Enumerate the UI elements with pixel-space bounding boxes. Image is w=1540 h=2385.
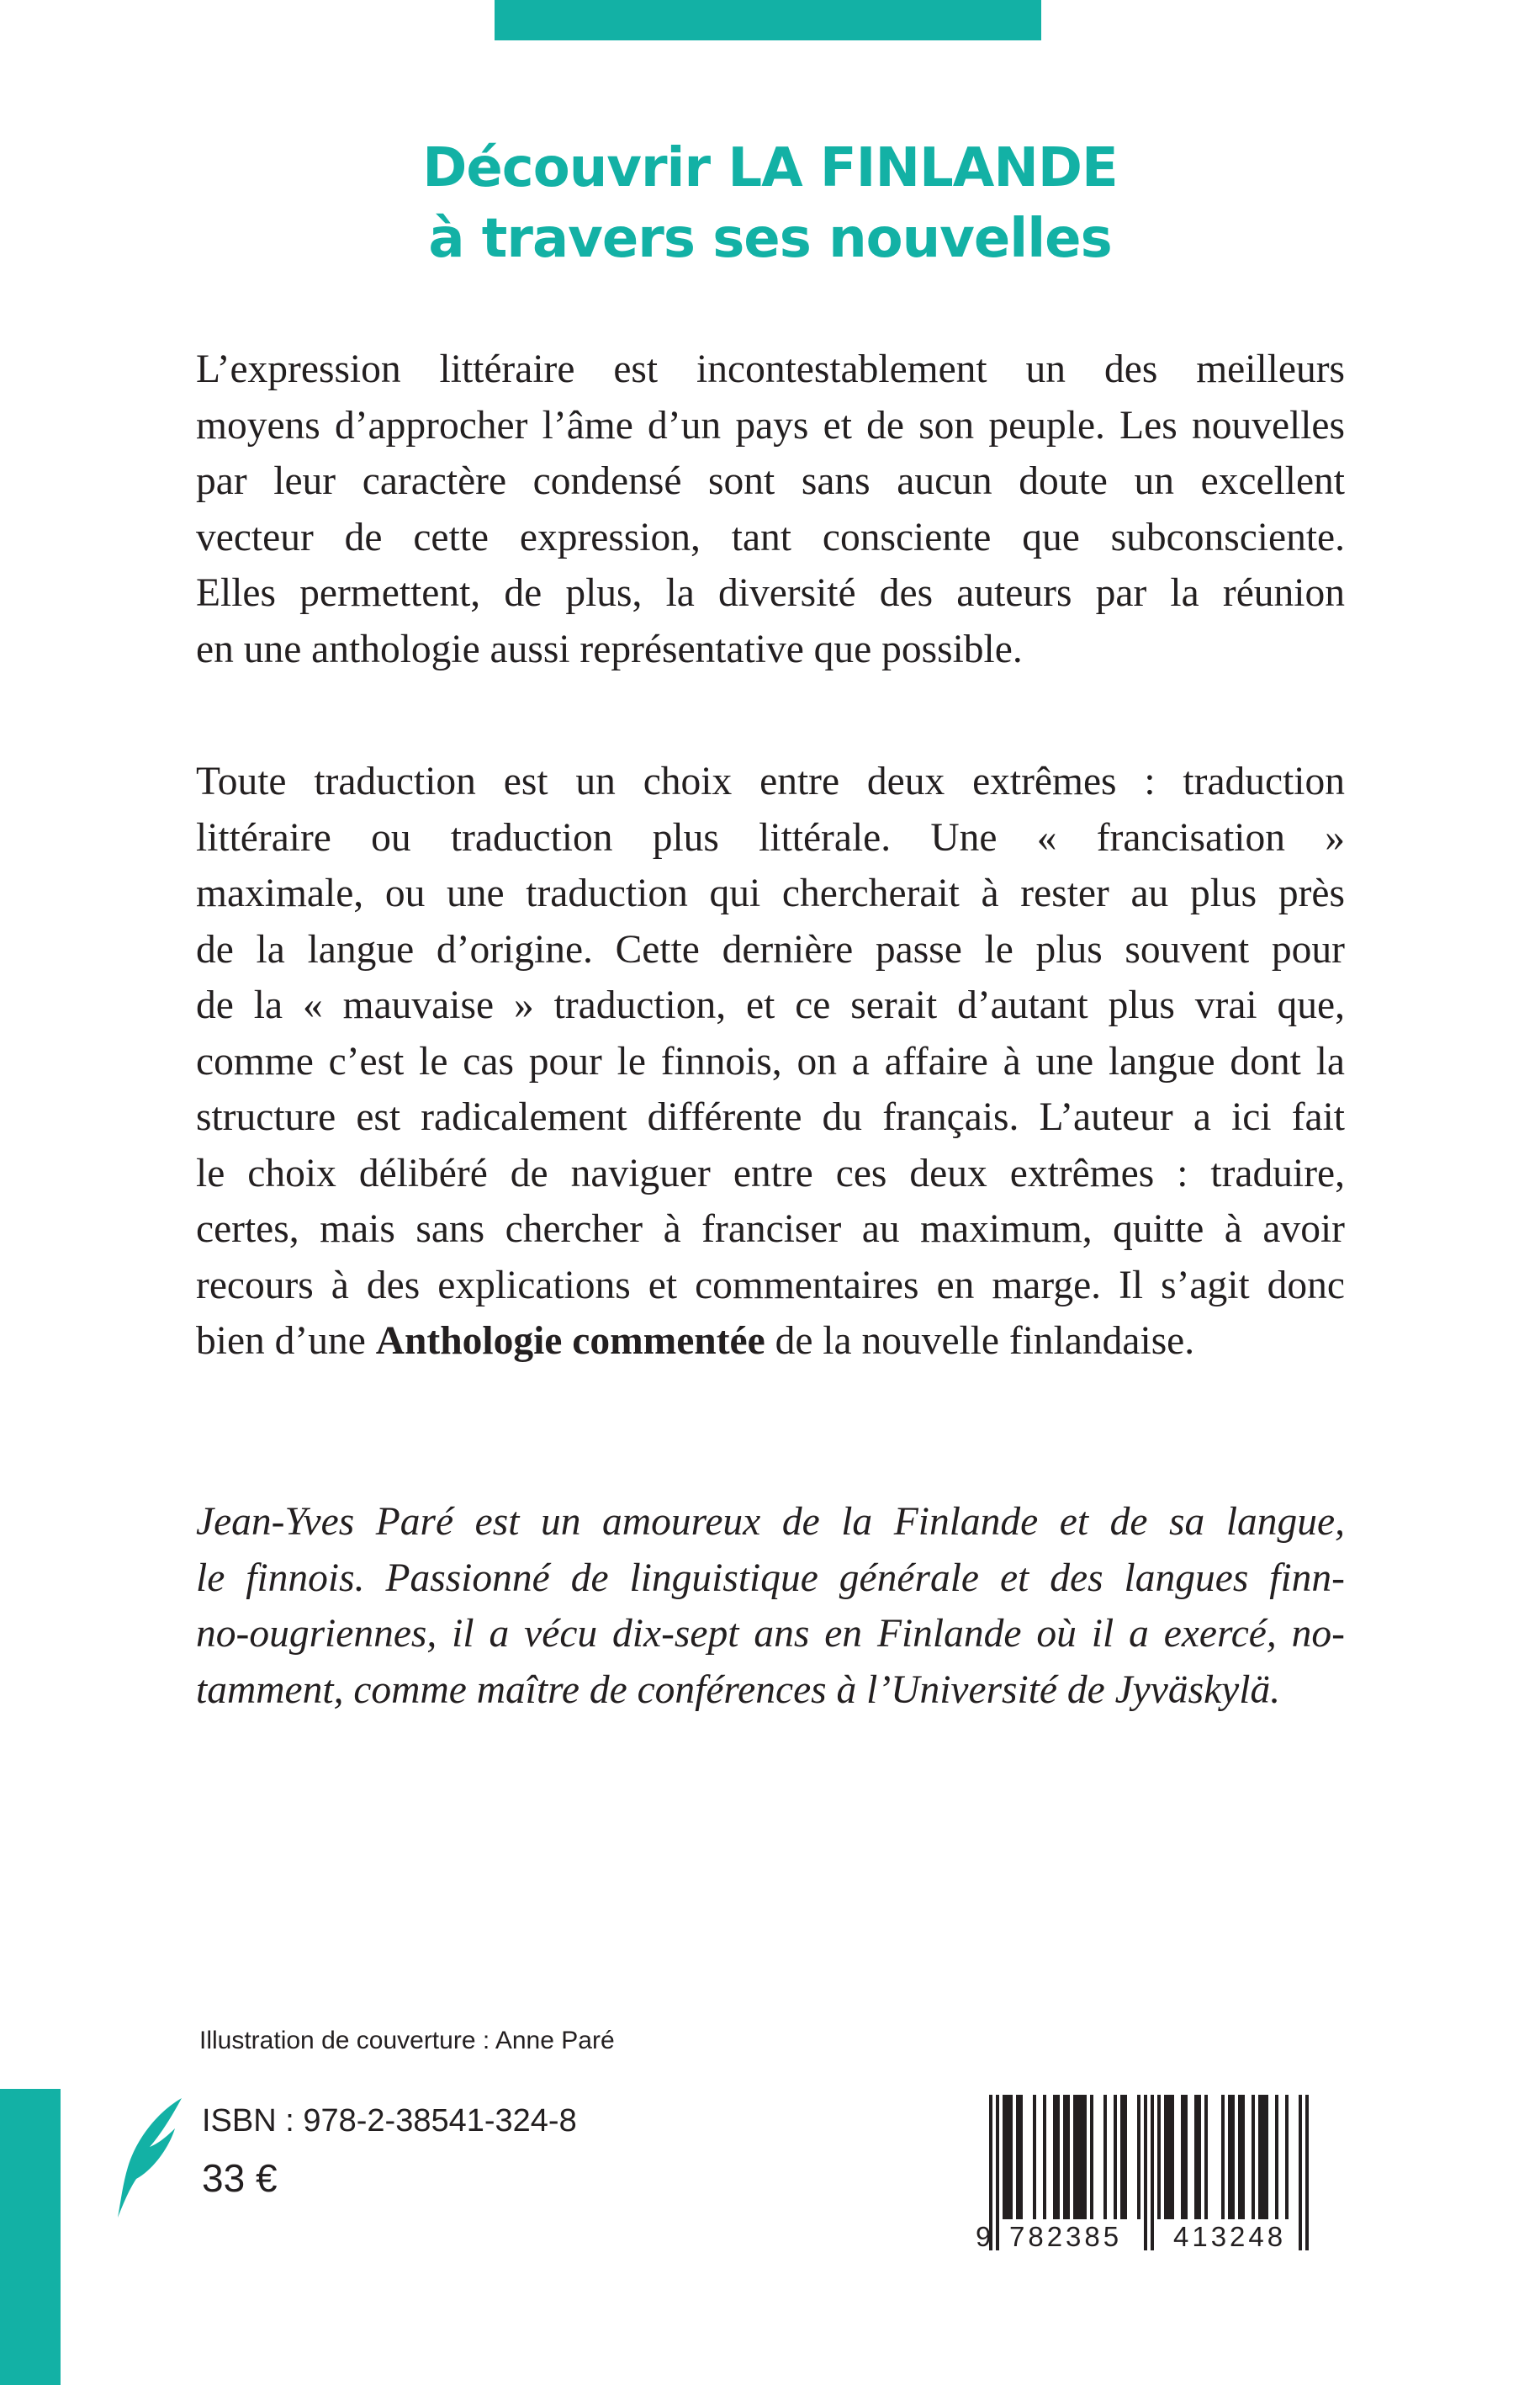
barcode-bar <box>1171 2095 1174 2219</box>
barcode-bar <box>1262 2095 1265 2219</box>
barcode-lead-digit: 9 <box>976 2221 995 2252</box>
illustration-credit: Illustration de couverture : Anne Paré <box>199 2027 615 2054</box>
barcode-bar <box>1009 2095 1013 2219</box>
barcode-bar <box>1077 2095 1080 2219</box>
text-line: Toute traduction est un choix entre deux extrêmes : traduction <box>196 760 1345 803</box>
bio-line: no-ougriennes, il a vécu dix-sept ans en Finlande où il a exercé, no- <box>196 1612 1345 1656</box>
barcode-bar <box>1120 2095 1124 2219</box>
barcode-bar <box>1275 2095 1278 2219</box>
text-line: certes, mais sans chercher à franciser au maximum, quitte à avoir <box>196 1207 1345 1251</box>
top-accent-bar <box>495 0 1041 40</box>
bold-title-fragment: Anthologie commentée <box>375 1319 765 1363</box>
text-line: Elles permettent, de plus, la diversité des auteurs par la réunion <box>196 571 1345 615</box>
barcode-bar <box>1114 2095 1117 2219</box>
bio-line: le finnois. Passionné de linguistique générale et des langues finn- <box>196 1556 1345 1600</box>
price: 33 € <box>202 2156 278 2200</box>
barcode-bar <box>1137 2095 1140 2219</box>
barcode-bar <box>1006 2095 1009 2219</box>
bio-line: tamment, comme maître de conférences à l’Université de Jyväskylä. <box>196 1667 1281 1712</box>
barcode-bar <box>1194 2095 1198 2219</box>
feather-icon <box>108 2095 192 2221</box>
book-title <box>0 133 1540 274</box>
barcode-bar <box>1151 2095 1154 2250</box>
bio-line: Jean-Yves Paré est un amoureux de la Finlande et de sa langue, <box>196 1500 1345 1544</box>
barcode-bar <box>1299 2095 1302 2250</box>
barcode-bar <box>1083 2095 1087 2219</box>
barcode-bar <box>1019 2095 1023 2219</box>
title-line-2: à travers ses nouvelles <box>428 208 1112 270</box>
barcode-bar <box>1258 2095 1262 2219</box>
barcode-group-1: 782385 <box>1009 2221 1123 2252</box>
barcode-bar <box>1252 2095 1255 2219</box>
barcode-bar <box>1231 2095 1235 2219</box>
text-line: de la langue d’origine. Cette dernière passe le plus souvent pour <box>196 927 1345 972</box>
barcode-bar <box>996 2095 999 2250</box>
barcode-bar <box>1305 2095 1309 2250</box>
barcode-bar <box>1066 2095 1070 2219</box>
barcode-bar <box>1073 2095 1077 2219</box>
text-line-last <box>196 1313 1345 1370</box>
text-line: comme c’est le cas pour le finnois, on a affaire à une langue dont la <box>196 1039 1345 1084</box>
barcode-bar <box>1164 2095 1167 2219</box>
text-line: littéraire ou traduction plus littérale. Une « francisation » <box>196 815 1345 860</box>
barcode-bar <box>1228 2095 1231 2219</box>
barcode-bar <box>1124 2095 1127 2219</box>
barcode-bar <box>1103 2095 1107 2219</box>
text-line: structure est radicalement différente du français. L’auteur a ici fait <box>196 1095 1345 1139</box>
barcode-bar <box>1285 2095 1289 2219</box>
text-line: recours à des explications et commentaires en marge. Il s’agit donc <box>196 1263 1345 1307</box>
barcode-bar <box>1181 2095 1184 2219</box>
text-line: par leur caractère condensé sont sans aucun doute un excellent <box>196 459 1345 503</box>
barcode-bar <box>1016 2095 1019 2219</box>
barcode-bar <box>1144 2095 1147 2250</box>
barcode-bar <box>1198 2095 1201 2219</box>
text-line: maximale, ou une traduction qui chercherait à rester au plus près <box>196 872 1345 915</box>
barcode-bar <box>1184 2095 1188 2219</box>
text-line: moyens d’approcher l’âme d’un pays et de son peuple. Les nouvelles <box>196 403 1345 448</box>
barcode-bar <box>1003 2095 1006 2219</box>
barcode-group-2: 413248 <box>1173 2221 1287 2252</box>
title-line-1: Découvrir LA FINLANDE <box>422 137 1118 199</box>
barcode-bar <box>1033 2095 1036 2219</box>
text-fragment: bien d’une <box>196 1319 376 1363</box>
text-line: en une anthologie aussi représentative que possible. <box>196 627 1023 671</box>
barcode-bar <box>1238 2095 1241 2219</box>
text-line: L’expression littéraire est incontestablement un des meilleurs <box>196 347 1345 391</box>
barcode-bar <box>1090 2095 1093 2219</box>
text-fragment: de la nouvelle finlandaise. <box>765 1319 1195 1363</box>
text-line: vecteur de cette expression, tant consciente que subconsciente. <box>196 515 1345 559</box>
barcode-bar <box>1056 2095 1060 2219</box>
paragraph-2 <box>196 754 1345 1370</box>
barcode-bar <box>1053 2095 1056 2219</box>
barcode-bar <box>1221 2095 1225 2219</box>
author-bio <box>196 1494 1345 1718</box>
barcode-bar <box>1063 2095 1066 2219</box>
barcode-bar <box>1241 2095 1245 2219</box>
barcode-bar <box>1167 2095 1171 2219</box>
spine-accent-bar <box>0 2089 61 2385</box>
barcode-bar <box>1080 2095 1083 2219</box>
isbn: ISBN : 978-2-38541-324-8 <box>202 2103 577 2139</box>
text-line: de la « mauvaise » traduction, et ce serait d’autant plus vrai que, <box>196 983 1345 1027</box>
text-line: le choix délibéré de naviguer entre ces deux extrêmes : traduire, <box>196 1151 1345 1195</box>
barcode-bar <box>1157 2095 1161 2219</box>
barcode-bar <box>1043 2095 1046 2219</box>
paragraph-1 <box>196 342 1345 677</box>
barcode-bar <box>1204 2095 1208 2219</box>
barcode-bar <box>1265 2095 1268 2219</box>
